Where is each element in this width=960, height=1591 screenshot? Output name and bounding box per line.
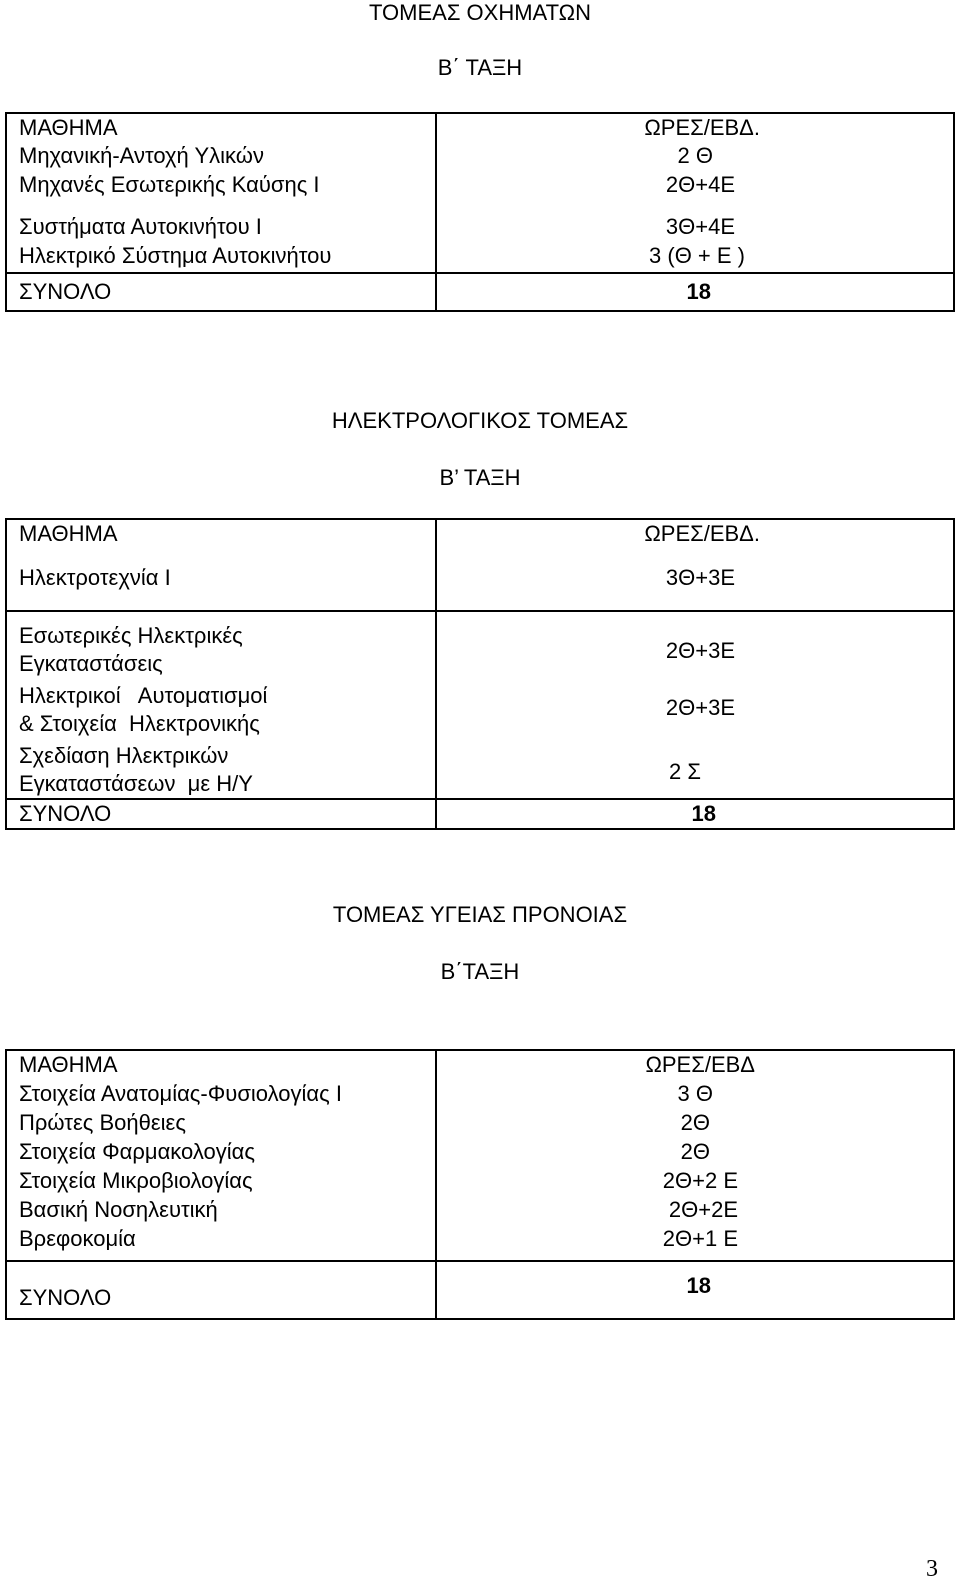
vehicles-class-label: Β΄ ΤΑΞΗ (437, 55, 523, 80)
hours-cell: 2Θ+2Ε (668, 1197, 738, 1222)
electrical-section-title: ΗΛΕΚΤΡΟΛΟΓΙΚΟΣ ΤΟΜΕΑΣ (331, 408, 629, 433)
subject-cell: Εγκαταστάσεων με Η/Υ (19, 771, 253, 796)
hours-cell: 2Θ+1 Ε (662, 1226, 738, 1251)
hours-cell: 3 Θ (677, 1081, 713, 1106)
subject-cell: Εγκαταστάσεις (19, 651, 163, 676)
subject-cell: Στοιχεία Μικροβιολογίας (19, 1168, 253, 1193)
hours-cell: 2Θ+2 Ε (662, 1168, 738, 1193)
subject-cell: Συστήματα Αυτοκινήτου Ι (19, 214, 262, 239)
table-row (7, 548, 953, 612)
health-section-title: ΤΟΜΕΑΣ ΥΓΕΙΑΣ ΠΡΟΝΟΙΑΣ (332, 902, 628, 927)
hours-cell: 2 Θ (677, 143, 713, 168)
vehicles-table (5, 112, 955, 312)
subject-cell: Ηλεκτρικοί Αυτοματισμοί (19, 683, 268, 708)
table-row (7, 1109, 953, 1138)
total-label: ΣΥΝΟΛΟ (19, 1285, 112, 1310)
hours-cell: 3Θ+4Ε (665, 214, 735, 239)
subject-cell: Μηχανές Εσωτερικής Καύσης Ι (19, 172, 320, 197)
total-value: 18 (686, 1273, 711, 1298)
total-label: ΣΥΝΟΛΟ (19, 801, 112, 826)
subject-cell: Ηλεκτρικό Σύστημα Αυτοκινήτου (19, 243, 332, 268)
subject-cell: Εσωτερικές Ηλεκτρικές (19, 623, 243, 648)
total-row (7, 1262, 953, 1318)
subject-header: ΜΑΘΗΜΑ (7, 114, 437, 142)
subject-header: ΜΑΘΗΜΑ (7, 1051, 437, 1080)
hours-header: ΩΡΕΣ/ΕΒΔ. (644, 115, 760, 140)
hours-header: ΩΡΕΣ/ΕΒΔ (645, 1052, 755, 1077)
subject-cell: Βρεφοκομία (19, 1226, 136, 1251)
table-row (7, 1196, 953, 1225)
subject-header: ΜΑΘΗΜΑ (7, 520, 437, 548)
health-table (5, 1049, 955, 1320)
table-row (7, 682, 953, 742)
hours-cell: 2Θ+3Ε (665, 638, 735, 663)
total-row (7, 274, 953, 310)
hours-cell: 2Θ+4Ε (665, 172, 735, 197)
subject-cell: Ηλεκτροτεχνία Ι (19, 565, 171, 590)
hours-cell: 2 Σ (669, 759, 701, 784)
table-row (7, 1080, 953, 1109)
subject-cell: & Στοιχεία Ηλεκτρονικής (19, 711, 260, 736)
table-header-row (7, 1051, 953, 1080)
total-label: ΣΥΝΟΛΟ (19, 279, 112, 304)
hours-header: ΩΡΕΣ/ΕΒΔ. (644, 521, 760, 546)
subject-cell: Μηχανική-Αντοχή Υλικών (19, 143, 264, 168)
total-value: 18 (691, 801, 716, 826)
subject-cell: Σχεδίαση Ηλεκτρικών (19, 743, 229, 768)
table-header-row (7, 520, 953, 548)
health-class-label: Β΄ΤΑΞΗ (440, 959, 520, 984)
hours-cell: 2Θ (680, 1110, 710, 1135)
vehicles-section-title: ΤΟΜΕΑΣ ΟΧΗΜΑΤΩΝ (369, 0, 591, 25)
table-row (7, 242, 953, 274)
subject-cell: Στοιχεία Φαρμακολογίας (19, 1139, 255, 1164)
subject-cell: Πρώτες Βοήθειες (19, 1110, 186, 1135)
table-row (7, 213, 953, 242)
table-row (7, 612, 953, 682)
page-number: 3 (926, 1556, 938, 1582)
hours-cell: 2Θ+3Ε (665, 695, 735, 720)
table-row (7, 1138, 953, 1167)
table-row (7, 1167, 953, 1196)
table-row (7, 1225, 953, 1262)
total-value: 18 (686, 279, 711, 304)
electrical-table (5, 518, 955, 830)
hours-cell: 3 (Θ + Ε ) (649, 243, 745, 268)
table-row (7, 142, 953, 171)
table-row (7, 742, 953, 800)
hours-cell: 3Θ+3Ε (665, 565, 735, 590)
hours-cell: 2Θ (680, 1139, 710, 1164)
table-header-row (7, 114, 953, 142)
subject-cell: Βασική Νοσηλευτική (19, 1197, 218, 1222)
electrical-class-label: Β’ ΤΑΞΗ (439, 465, 521, 490)
table-row (7, 171, 953, 213)
subject-cell: Στοιχεία Ανατομίας-Φυσιολογίας Ι (19, 1081, 342, 1106)
total-row (7, 800, 953, 828)
